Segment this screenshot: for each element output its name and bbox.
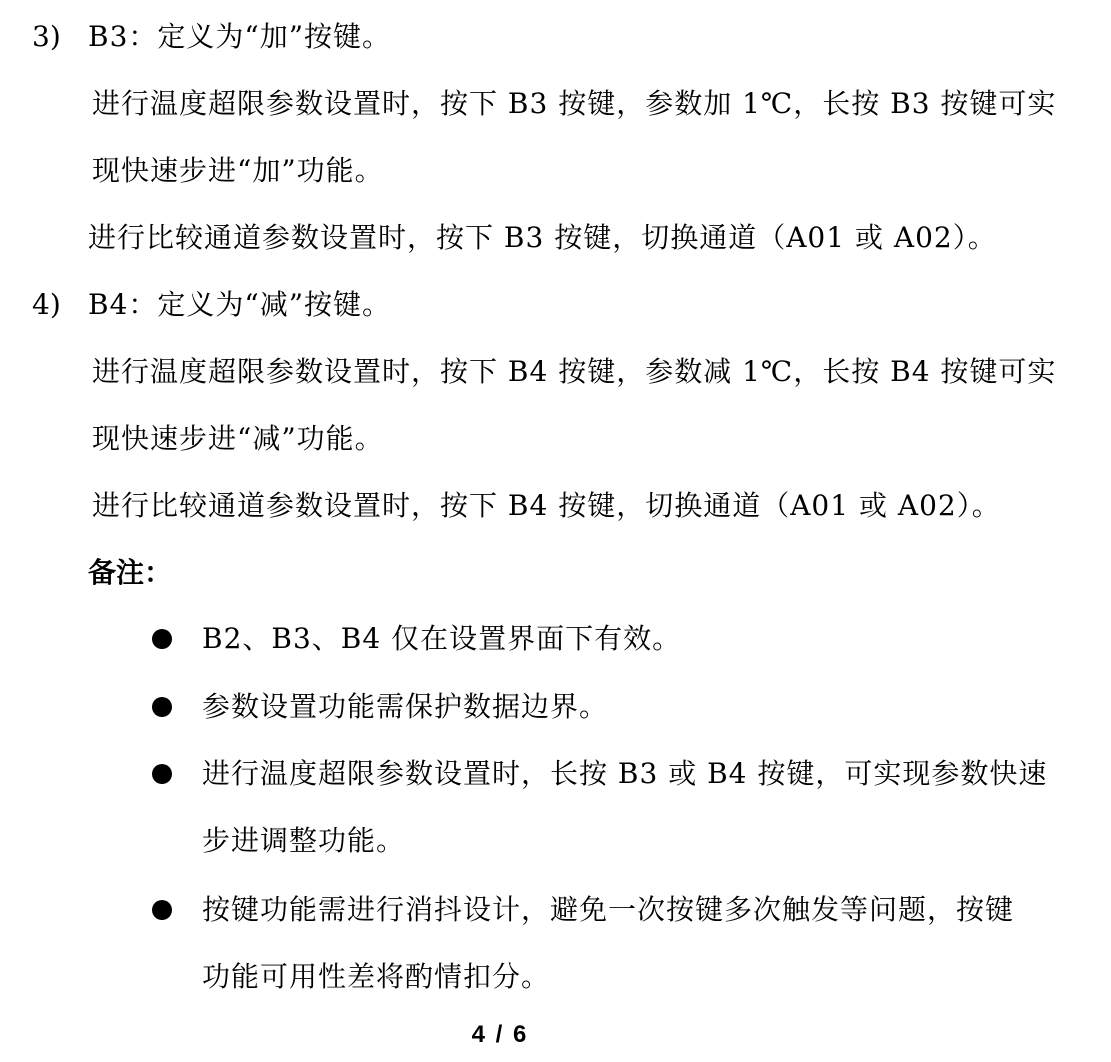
bullet-dot-icon xyxy=(152,629,172,649)
note-text: 功能可用性差将酌情扣分。 xyxy=(202,960,551,993)
note-text: 按键功能需进行消抖设计，避免一次按键多次触发等问题，按键 xyxy=(202,893,1015,926)
note-text: 参数设置功能需保护数据边界。 xyxy=(202,690,609,723)
item-number: 3) xyxy=(32,20,61,53)
paragraph-line: 进行比较通道参数设置时，按下 B3 按键，切换通道（A01 或 A02）。 xyxy=(88,221,997,254)
paragraph-line: 现快速步进“加”功能。 xyxy=(92,154,384,187)
paragraph-line: 进行温度超限参数设置时，按下 B4 按键，参数减 1℃，长按 B4 按键可实 xyxy=(92,355,1057,388)
note-text: B2、B3、B4 仅在设置界面下有效。 xyxy=(202,622,682,655)
paragraph-line: 进行比较通道参数设置时，按下 B4 按键，切换通道（A01 或 A02）。 xyxy=(92,489,1001,522)
item-title: B4：定义为“减”按键。 xyxy=(88,288,392,321)
note-text: 进行温度超限参数设置时，长按 B3 或 B4 按键，可实现参数快速 xyxy=(202,757,1048,790)
bullet-dot-icon xyxy=(152,900,172,920)
item-title: B3：定义为“加”按键。 xyxy=(88,20,392,53)
note-text: 步进调整功能。 xyxy=(202,824,406,857)
bullet-dot-icon xyxy=(152,697,172,717)
paragraph-line: 进行温度超限参数设置时，按下 B3 按键，参数加 1℃，长按 B3 按键可实 xyxy=(92,87,1057,120)
paragraph-line: 现快速步进“减”功能。 xyxy=(92,422,384,455)
bullet-dot-icon xyxy=(152,764,172,784)
page-number: 4 / 6 xyxy=(471,1021,529,1048)
item-number: 4) xyxy=(32,288,61,321)
notes-heading: 备注： xyxy=(88,556,173,589)
